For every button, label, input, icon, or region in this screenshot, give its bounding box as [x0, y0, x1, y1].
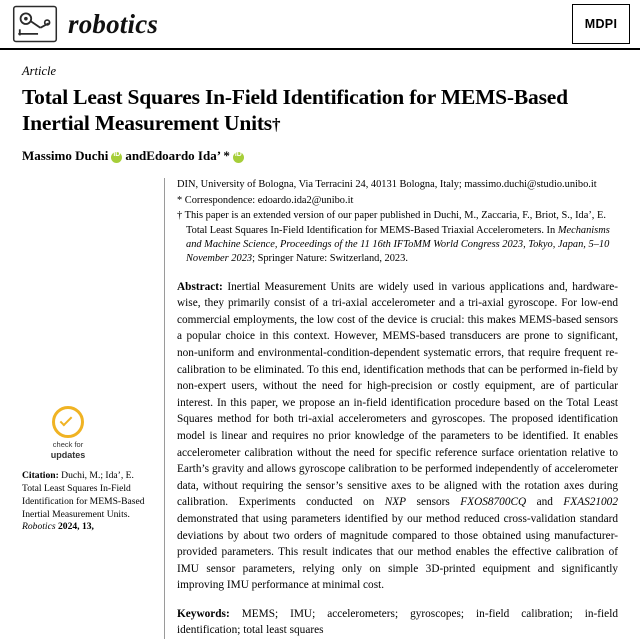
- abstract-part-number-2: FXAS21002: [563, 496, 618, 509]
- mdpi-logo: MDPI: [572, 4, 630, 44]
- footnote-text-2: ; Springer Nature: Switzerland, 2023.: [252, 253, 408, 265]
- author-name-2: Edoardo Ida’ *: [146, 148, 230, 164]
- title-footnote: [177, 209, 618, 266]
- abstract-paragraph: [177, 279, 618, 594]
- keywords-text: MEMS; IMU; accelerometers; gyroscopes; in-field calibration; in-field identification; total least squares: [177, 607, 618, 637]
- footnote-marker: †: [177, 210, 183, 222]
- author-name-1: Massimo Duchi: [22, 148, 109, 164]
- citation-text: Duchi, M.; Ida’, E. Total Least Squares In-Field Identification for MEMS-Based Inertial Measurement Units.: [22, 470, 145, 520]
- abstract-sensor-brand: NXP: [384, 496, 407, 509]
- citation-volume: 2024, 13,: [55, 521, 94, 533]
- paper-title-text: Total Least Squares In-Field Identification for MEMS-Based Inertial Measurement Units: [22, 85, 568, 136]
- article-type-label: Article: [22, 64, 57, 78]
- check-for-updates-badge[interactable]: [22, 406, 114, 460]
- author-separator: and: [125, 148, 147, 164]
- author-list: [22, 148, 618, 164]
- body-columns: [0, 164, 640, 639]
- title-dagger-marker: †: [271, 115, 281, 135]
- abstract-text-2: sensors: [406, 496, 461, 509]
- abstract-part-number-1: FXOS8700CQ: [460, 496, 527, 509]
- abstract-conjunction: and: [526, 496, 564, 509]
- footnote-italic: Mechanisms and Machine Science, Proceedings of the 11 16th IFToMM World Congress 2023, Tokyo, Japan, 5–10 November 2023: [186, 224, 610, 265]
- check-mark-icon: [52, 406, 84, 438]
- orcid-icon-2[interactable]: [233, 152, 244, 163]
- left-margin-column: [22, 178, 164, 639]
- citation-journal: Robotics: [22, 521, 56, 533]
- abstract-label: Abstract:: [177, 280, 223, 293]
- affiliation-line: DIN, University of Bologna, Via Terracini 24, 40131 Bologna, Italy; massimo.duchi@studio.unibo.it: [177, 179, 597, 191]
- citation-block: [22, 470, 154, 534]
- abstract-text-1: Inertial Measurement Units are widely used in various applications and, hardware-wise, they primarily consist of a tri-axial accelerometer and a tri-axial gyroscope. For low-end commercial employments, the low cost of the device is crucial: this makes MEMS-based sensors a popular choice in this context. However, MEMS-based transducers are prone to significant, non-uniform and environmental-condition-dependent systematic errors, that require frequent re-calibration to be eliminated. To this end, identification methods that can be performed in-field by non-expert users, without the need for high-precision or costly equipment, are of particular interest. In this paper, we propose an in-field identification procedure based on the Total Least Squares method for both tri-axial accelerometers and gyroscopes. The proposed identification model is linear and requires no prior knowledge of the parameters to be identified. It enables accelerometer calibration without the need for specific reference surface orientation relative to Earth’s gravity and allows gyroscope calibration to be performed independently of accelerometer data, without requiring the sensor’s sensitive axes to be aligned with the rotation axes during calibration. Experiments conducted on: [177, 280, 618, 509]
- citation-label: Citation:: [22, 470, 59, 482]
- page-title: [22, 84, 618, 136]
- main-content-column: [164, 178, 618, 639]
- robot-arm-logo-icon: [12, 5, 58, 43]
- keywords-paragraph: [177, 606, 618, 639]
- footnote-text-1: This paper is an extended version of our paper published in Duchi, M., Zaccaria, F., Briot, S., Ida’, E. Total Least Squares In-Field Identification for MEMS-Based Triaxial Accelerometers. In: [182, 210, 606, 236]
- check-for-updates-line2: updates: [50, 449, 86, 460]
- abstract-text-3: demonstrated that using parameters identified by our method reduced cross-validation standard deviations by about two orders of magnitude compared to those obtained using manufacturer-provided parameters. This result indicates that our method enables the effective calibration of IMU sensor parameters, relying only on simple 3D-printed equipment and significantly improving IMU performance at minimal cost.: [177, 512, 618, 592]
- title-block: [0, 50, 640, 164]
- correspondence-line: * Correspondence: edoardo.ida2@unibo.it: [177, 194, 354, 206]
- journal-header: [0, 0, 640, 50]
- orcid-icon-1[interactable]: [111, 152, 122, 163]
- keywords-label: Keywords:: [177, 607, 230, 620]
- check-for-updates-line1: check for: [52, 440, 84, 450]
- journal-name: robotics: [68, 8, 159, 39]
